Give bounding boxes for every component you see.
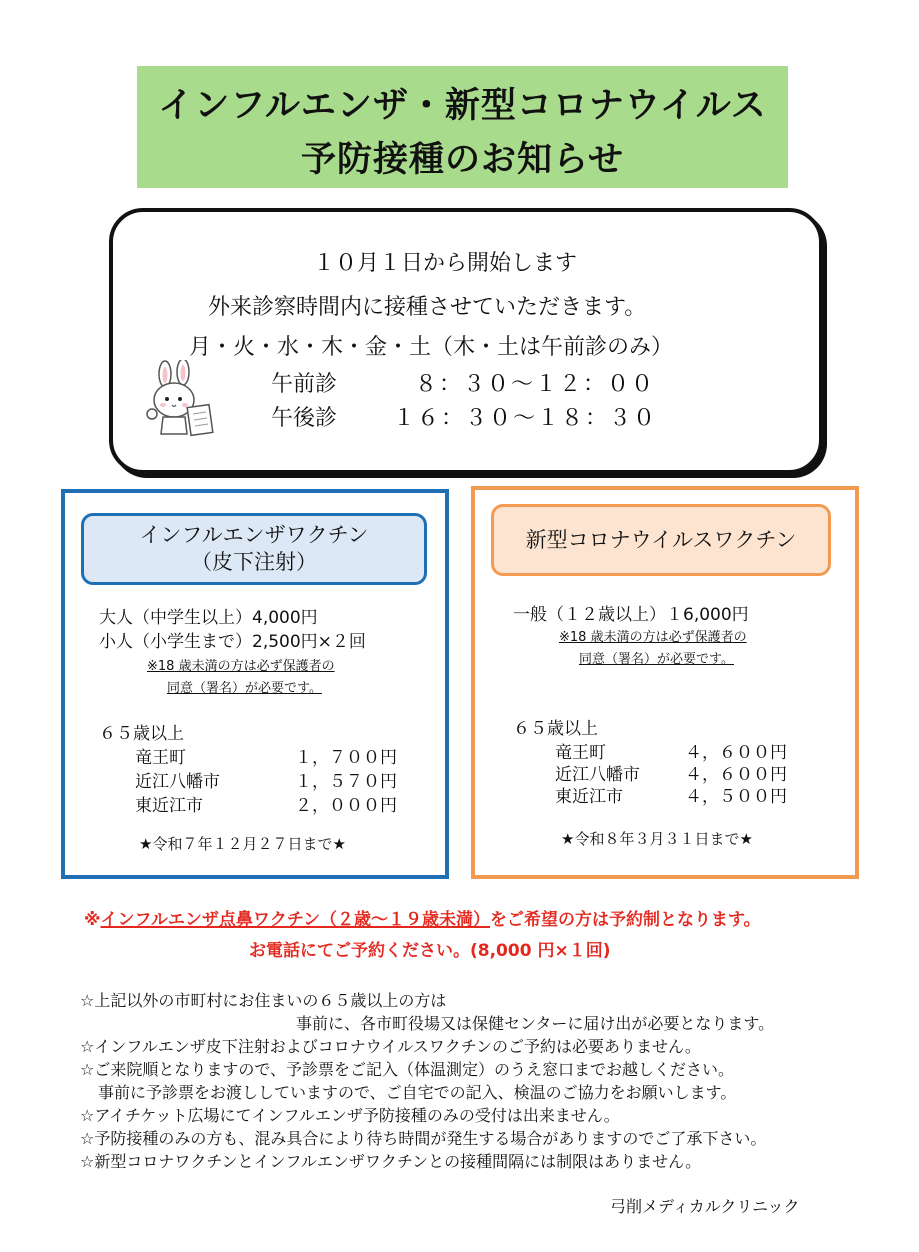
flu-guardian-note-2: 同意（署名）が必要です。 (167, 681, 322, 696)
covid-town-price: ４，６００円 (685, 743, 787, 763)
note-item: 事前に、各市町役場又は保健センターに届け出が必要となります。 (296, 1014, 775, 1033)
rabbit-nurse-icon (143, 360, 223, 440)
covid-general-price: 一般（１２歳以上）１6,000円 (513, 605, 749, 625)
note-item: ☆予防接種のみの方も、混み具合により待ち時間が発生する場合がありますのでご了承下さい。 (80, 1129, 767, 1148)
covid-town-name: 近江八幡市 (555, 765, 640, 785)
nasal-vaccine-name: インフルエンザ点鼻ワクチン（２歳～１９歳未満） (100, 910, 491, 930)
afternoon-time: １６：３０～１８：３０ (393, 406, 658, 431)
clinic-name: 弓削メディカルクリニック (610, 1197, 800, 1216)
covid-vaccine-panel (471, 486, 859, 879)
flu-vaccine-panel (61, 489, 449, 879)
flu-adult-price: 大人（中学生以上）4,000円 (99, 608, 318, 628)
hours-intro-text: 外来診察時間内に接種させていただきます。 (208, 295, 647, 320)
flu-town-name: 竜王町 (135, 748, 186, 768)
note-item: ☆上記以外の市町村にお住まいの６５歳以上の方は (80, 991, 447, 1010)
nasal-vaccine-notice (84, 905, 761, 930)
morning-time: ８：３０～１２：００ (415, 372, 656, 397)
flu-town-name: 東近江市 (135, 796, 203, 816)
title-line-1: インフルエンザ・新型コロナウイルス (158, 86, 767, 126)
flu-town-price: １，５７０円 (295, 772, 397, 792)
morning-label: 午前診 (271, 372, 338, 397)
flu-deadline: ★令和７年１２月２７日まで★ (139, 835, 346, 853)
covid-guardian-note-1: ※18 歳未満の方は必ず保護者の (559, 630, 747, 645)
flu-town-name: 近江八幡市 (135, 772, 220, 792)
covid-town-price: ４，６００円 (685, 765, 787, 785)
flu-town-price: １，７００円 (295, 748, 397, 768)
covid-deadline: ★令和８年３月３１日まで★ (561, 830, 753, 848)
flu-senior-heading: ６５歳以上 (99, 724, 184, 744)
afternoon-label: 午後診 (271, 406, 338, 431)
covid-guardian-note-2: 同意（署名）が必要です。 (579, 652, 734, 667)
note-item: ☆インフルエンザ皮下注射およびコロナウイルスワクチンのご予約は必要ありません。 (80, 1037, 701, 1056)
days-text: 月・火・水・木・金・土（木・土は午前診のみ） (189, 335, 674, 360)
nasal-suffix: をご希望の方は予約制となります。 (490, 910, 761, 930)
covid-town-name: 東近江市 (555, 787, 623, 807)
note-item: ☆アイチケット広場にてインフルエンザ予防接種のみの受付は出来ません。 (80, 1106, 620, 1125)
flu-child-price: 小人（小学生まで）2,500円×２回 (99, 632, 366, 652)
title-banner (137, 66, 788, 188)
covid-town-name: 竜王町 (555, 743, 606, 763)
nasal-reservation-text: お電話にてご予約ください。(8,000 円×１回) (249, 941, 611, 961)
note-item: ☆ご来院順となりますので、予診票をご記入（体温測定）のうえ窓口までお越しください。 (80, 1060, 735, 1079)
note-item: ☆新型コロナワクチンとインフルエンザワクチンとの接種間隔には制限はありません。 (80, 1152, 702, 1171)
title-line-2: 予防接種のお知らせ (301, 140, 624, 180)
covid-vaccine-heading: 新型コロナウイルスワクチン (491, 504, 831, 576)
covid-senior-heading: ６５歳以上 (513, 719, 598, 739)
nasal-prefix: ※ (84, 910, 101, 930)
flu-vaccine-heading (81, 513, 427, 585)
flu-heading-line-2: （皮下注射） (191, 550, 317, 574)
covid-town-price: ４，５００円 (685, 787, 787, 807)
schedule-notice-box (109, 208, 823, 474)
flu-guardian-note-1: ※18 歳未満の方は必ず保護者の (147, 659, 335, 674)
flu-town-price: ２，０００円 (295, 796, 397, 816)
note-item: 事前に予診票をお渡ししていますので、ご自宅での記入、検温のご協力をお願いします。 (98, 1083, 737, 1102)
flu-heading-line-1: インフルエンザワクチン (139, 523, 369, 547)
start-date-text: １０月１日から開始します (313, 251, 578, 276)
